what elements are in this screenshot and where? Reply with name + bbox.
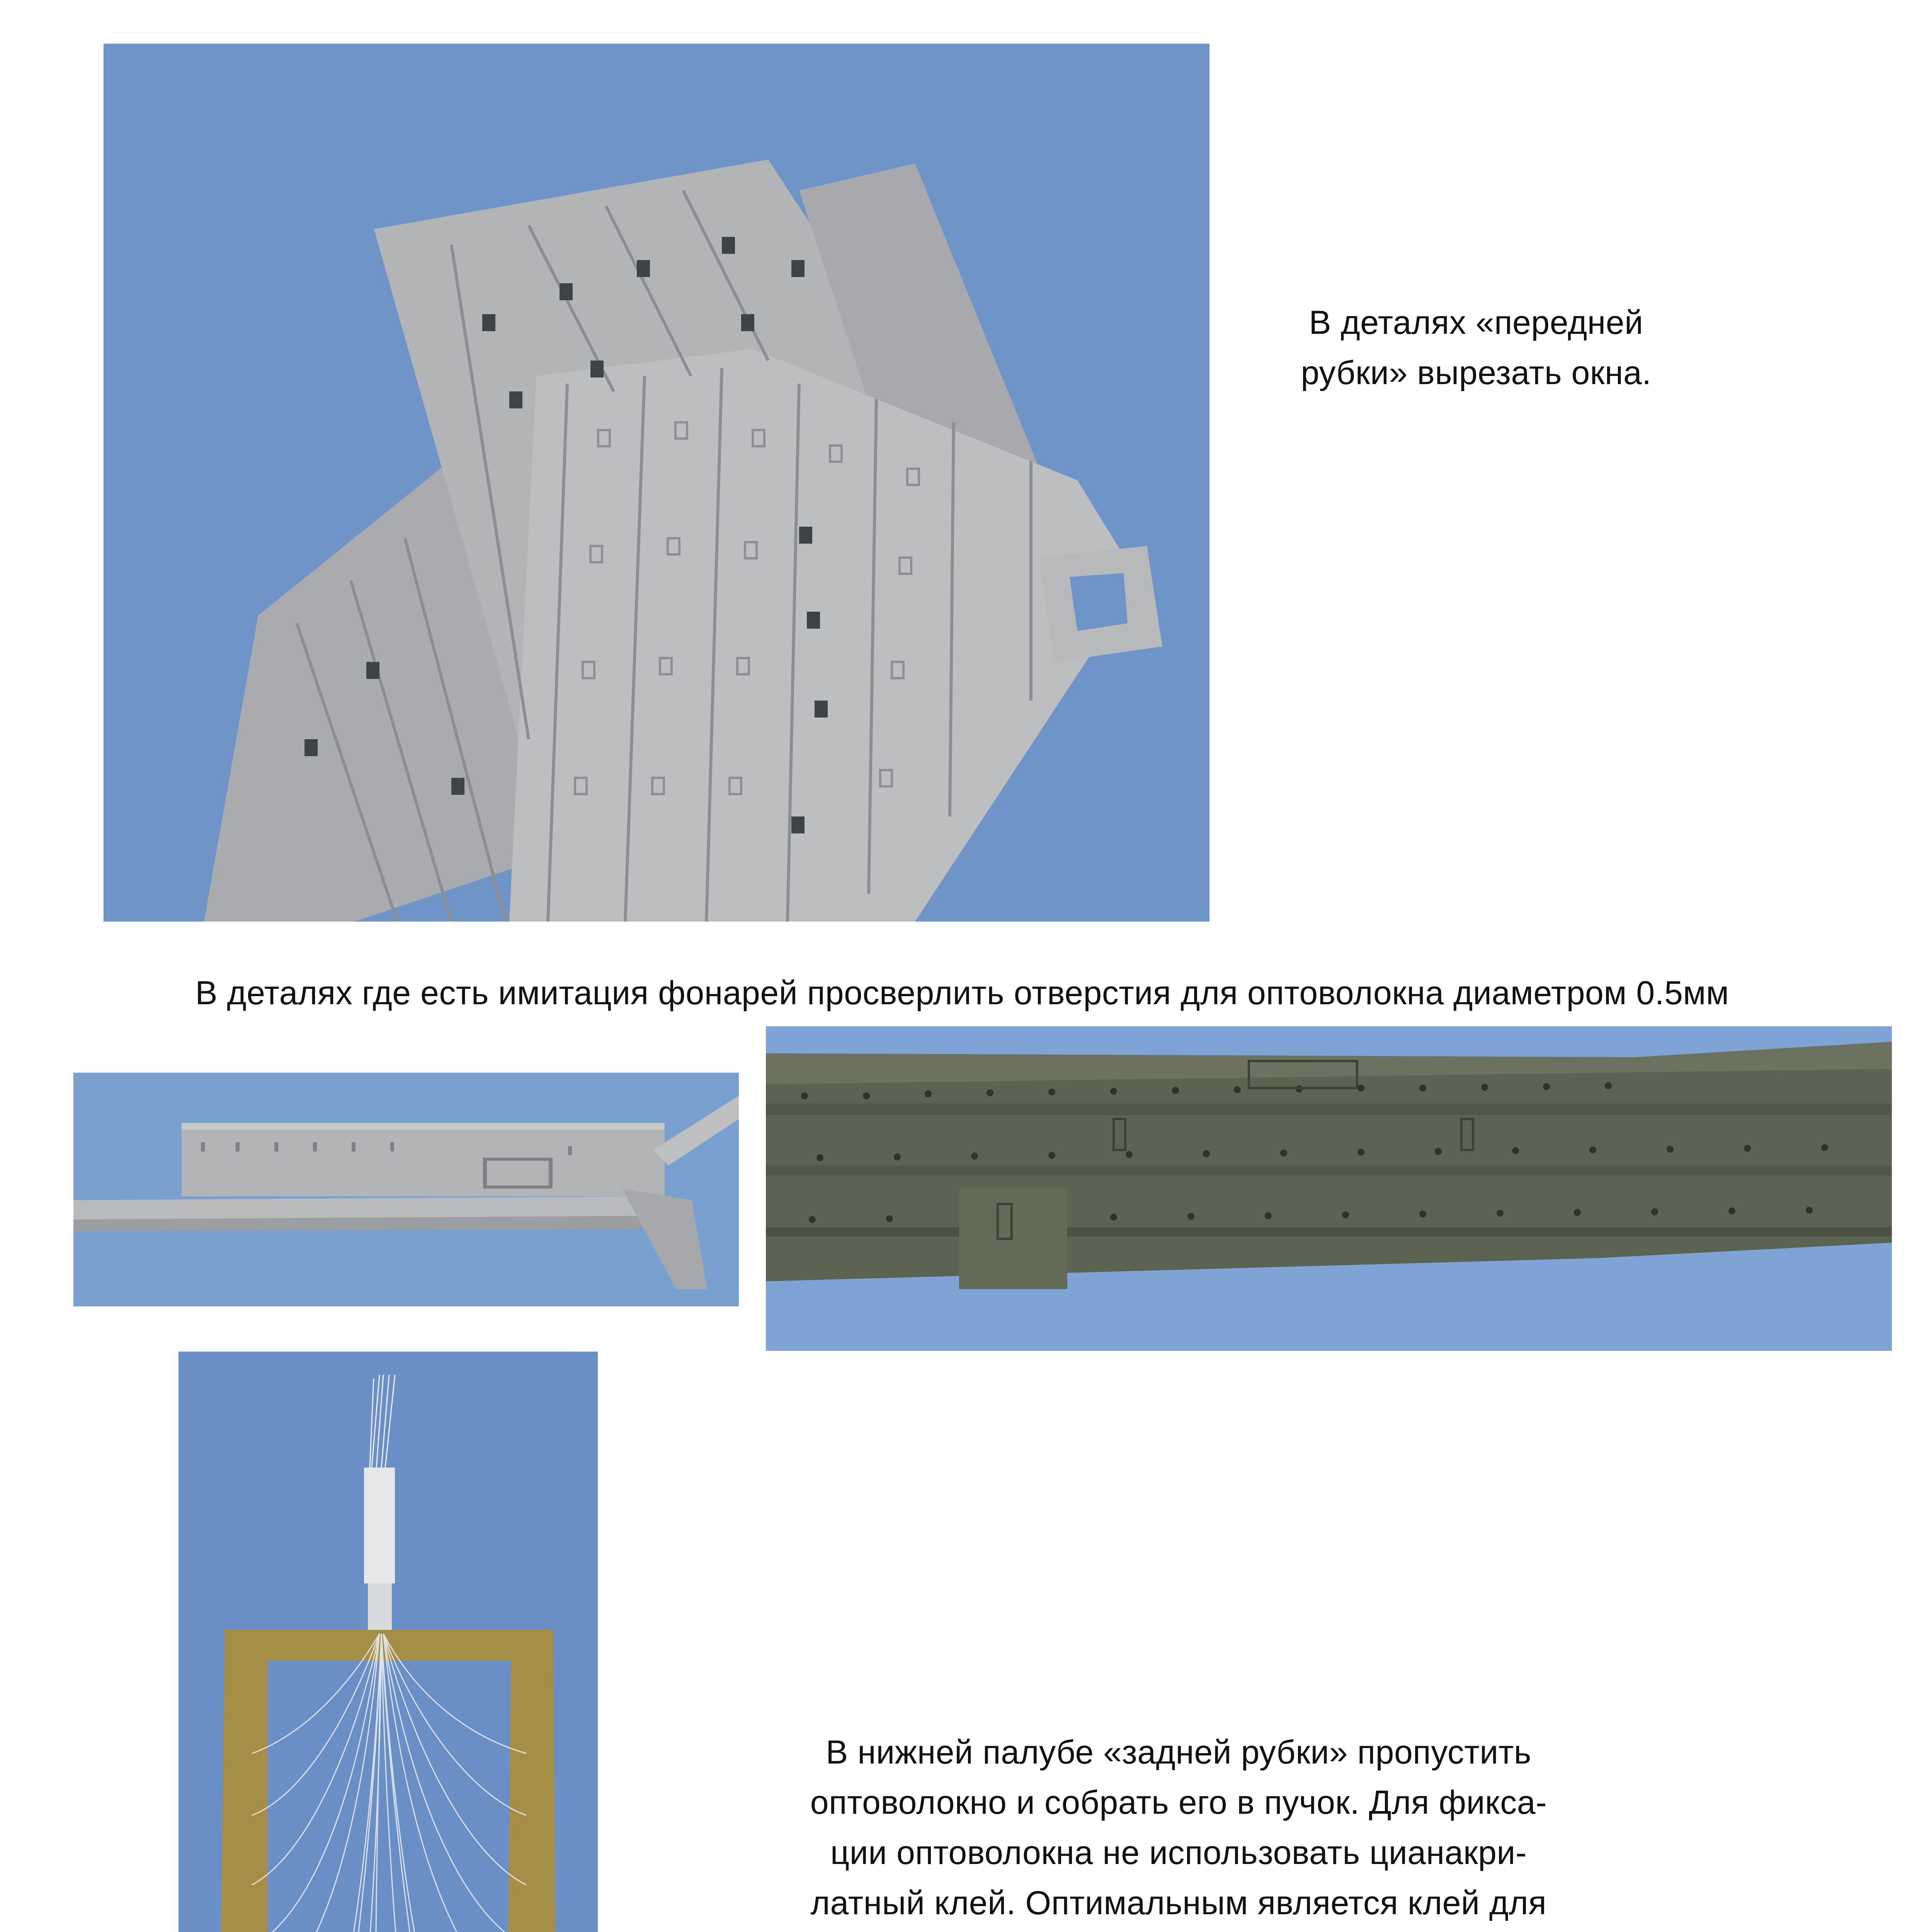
caption-line xyxy=(715,1928,1642,1932)
caption-line: В деталях где есть имитация фонарей просверлить отверстия для оптоволокна диаметром 0.5мм xyxy=(195,975,1729,1012)
photo-lower-deck-optical-fiber xyxy=(179,1352,598,1932)
caption-line: оптоволокно и собрать его в пучок. Для фикса- xyxy=(810,1784,1547,1821)
caption-line: рубки» вырезать окна. xyxy=(1301,354,1652,391)
photo-olive-part-drilled-holes xyxy=(766,1026,1892,1351)
caption-line: латный клей. Оптимальным является клей для xyxy=(810,1884,1547,1922)
caption-drill-fiber-holes xyxy=(116,968,1808,1018)
caption-line: В нижней палубе «задней рубки» пропустить xyxy=(825,1734,1532,1771)
caption-lower-deck-fiber xyxy=(715,1727,1642,1932)
caption-front-cabin-windows xyxy=(1225,298,1727,398)
photo-grey-part-side-view xyxy=(73,1073,739,1306)
caption-line: ции оптоволокна не использовать цианакри- xyxy=(830,1834,1527,1871)
photo-front-cabin-parts xyxy=(104,44,1209,922)
caption-line: В деталях «передней xyxy=(1309,304,1643,341)
